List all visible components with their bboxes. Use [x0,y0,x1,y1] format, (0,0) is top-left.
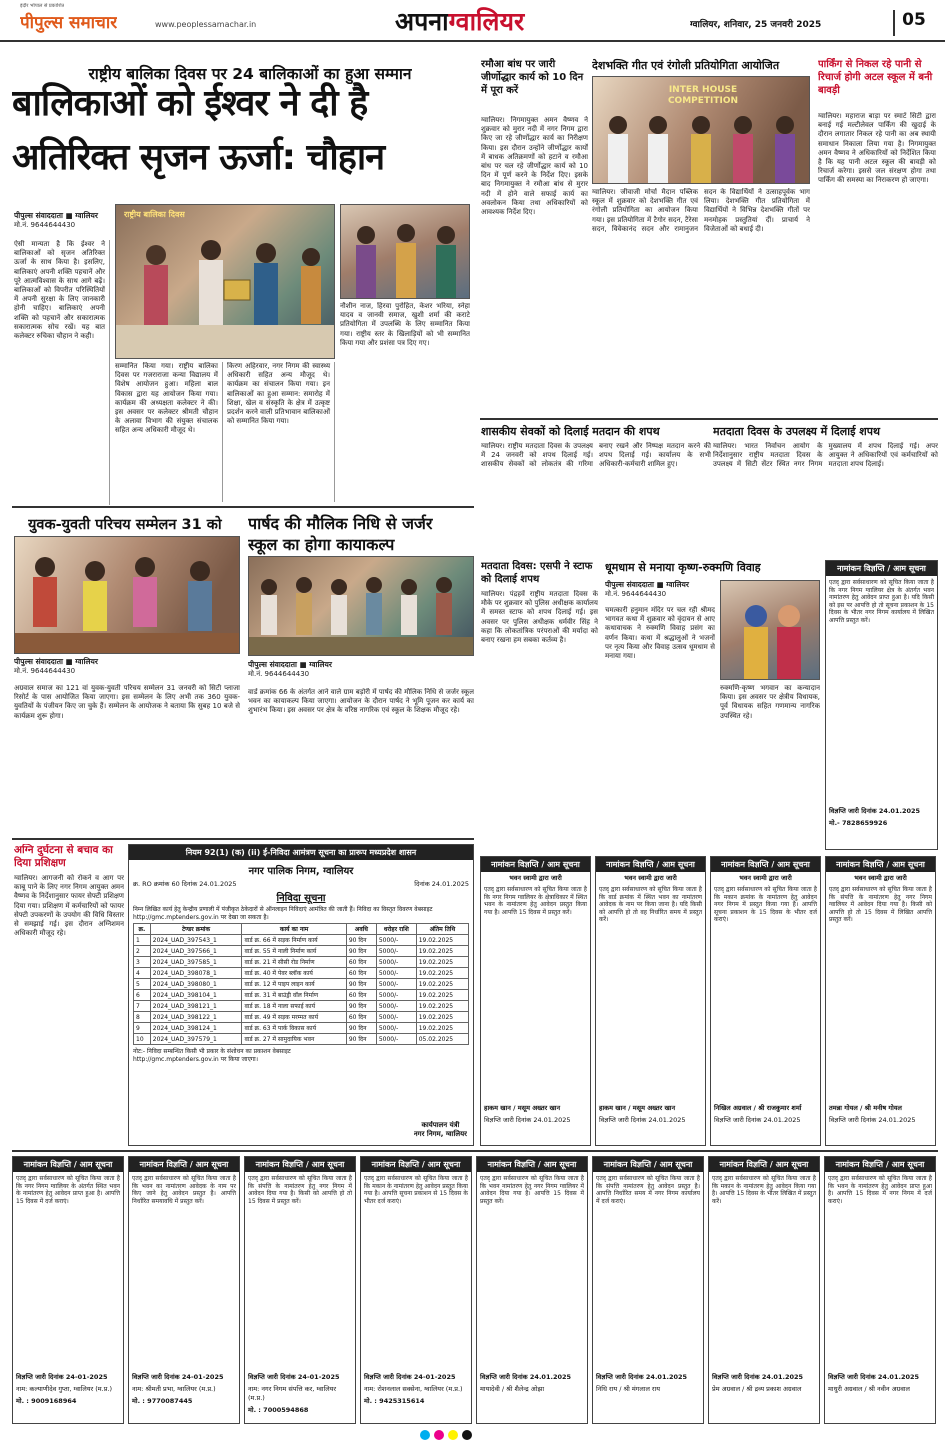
vigyapti-bottom-box [128,1156,240,1424]
tender-table-cell: 2024_UAD_398121_1 [150,1001,242,1012]
tender-ref-row [129,877,473,890]
vigyapti-body: एतद् द्वारा सर्वसाधारण को सूचित किया जाता है कि संपत्ति के नामांतरण हेतु नगर निगम में आवेदन दिया गया है। किसी को आपत्ति हो तो 15 दिवस में प्रस्तुत करें। [248,1175,352,1205]
tender-table-cell: 90 दिन [346,1023,376,1034]
tender-table-cell: 90 दिन [346,935,376,946]
byline-mobile: मो.नं. 9644644430 [14,221,76,229]
tender-title: निविदा सूचना [276,893,326,904]
wedding-photo [720,580,820,680]
tender-table-cell: 2024_UAD_397566_1 [150,946,242,957]
vigyapti-right-title: नामांकन विज्ञप्ति / आम सूचना [826,561,937,576]
award-ceremony-figure-icon [116,205,335,359]
school-byline-name: पीपुल्स संवाददाता [248,660,297,669]
lead-body-col-1: ऐसी मान्यता है कि ईश्वर ने बालिकाओं को सृजन अतिरिक्त ऊर्जा के साथ किया है। इसलिए, बालिकाएं अपनी शक्ति पहचानें और पूरे आत्मविश्वास के साथ आगे बढ़ें। बालिकाओं को विपरीत परिस्थितियों में अपनी सुरक्षा के लिए जानकारी होनी चाहिए। बालिकाएं अपनी शक्ति को पहचानें और सकारात्मक सकारात्मक सोच रखें। यह बात कलेक्टर रुचिका चौहान ने कही। [14,240,110,505]
ground-breaking-figure-icon [249,557,474,656]
byline-city: ग्वालियर [75,211,98,220]
vigyapti-right [825,560,938,850]
dam-body: ग्वालियर। निगमायुक्त अमन वैष्णव ने शुक्रवार को मुरार नदी में नगर निगम द्वारा किए जा रहे जीर्णोद्धार कार्य का निरीक्षण किया। इस दौरान उन्होंने जीर्णोद्धार कार्यों में बाधक अतिक्रमणों को हटाने व रमौआ बांध पर चल रहे जीर्णोद्धार कार्य को 10 दिन में पूर्ण करने के निर्देश दिए। इसके बाद निगमायुक्त ने रमौआ बांध से मुरार नदी में होने वाले सफाई कार्य का अवलोकन किया तथा अधिकारियों को आवश्यक निर्देश दिए। [481,116,588,217]
vigyapti-sign: नाम: श्रीमती प्रभा, ग्वालियर (म.प्र.) [132,1385,216,1393]
vigyapti-sub: भवन स्वामी द्वारा जारी [854,874,907,882]
section-prefix: अपना [395,7,449,36]
tender-col-header: कार्य का नाम [242,924,346,935]
vigyapti-bottom-box [360,1156,472,1424]
lead-headline-2: अतिरिक्त सृजन ऊर्जा: चौहान [12,137,385,178]
vigyapti-date: विज्ञप्ति जारी दिनांक 24-01-2025 [132,1373,224,1381]
wedding-body-1: चमत्कारी हनुमान मंदिर पर चल रही श्रीमद भागवत कथा में शुक्रवार को वृंदावन से आए कथावाचक ने रुक्मणि विवाह प्रसंग का वर्णन किया। कथा में श्रद्धालुओं ने भजनों पर नृत्य किया और विवाह उत्सव धूमधाम से मनाया गया। [605,606,715,661]
voter-day-headline: मतदाता दिवस के उपलक्ष्य में दिलाई शपथ [713,425,881,438]
tender-table-cell: 2024_UAD_398078_1 [150,968,242,979]
vigyapti-bottom-box [592,1156,704,1424]
tender-notice [128,844,474,1146]
vigyapti-mobile: मो. : 7000594868 [248,1406,309,1414]
tender-table-cell: 10 [134,1034,151,1045]
tender-table-row [134,1023,469,1034]
tender-rule: नियम 92(1) (क) (ii) ई-निविदा आमंत्रण सूचना का प्रारूप मध्यप्रदेश शासन [129,845,473,860]
vigyapti-sub: भवन स्वामी द्वारा जारी [739,874,792,882]
vigyapti-title: नामांकन विज्ञप्ति / आम सूचना [481,857,590,872]
tender-table-cell: 2024_UAD_397543_1 [150,935,242,946]
vigyapti-body: एतद् द्वारा सर्वसाधारण को सूचित किया जाता है कि संपत्ति नामांतरण हेतु आवेदन प्रस्तुत है। आपत्ति निर्धारित समय में नगर निगम कार्यालय में दर्ज कराएं। [596,1175,700,1205]
vigyapti-title: नामांकन विज्ञप्ति / आम सूचना [129,1157,239,1172]
vigyapti-date: विज्ञप्ति जारी दिनांक 24.01.2025 [828,1373,920,1381]
tender-signatory-block [414,1121,467,1139]
tender-table-cell: वार्ड क्र. 40 में पेवर ब्लॉक कार्य [242,968,346,979]
vigyapti-date: विज्ञप्ति जारी दिनांक 24.01.2025 [596,1373,688,1381]
vigyapti-mobile: मो. : 9009168964 [16,1397,77,1405]
tender-table-cell: 5000/- [376,1023,416,1034]
fire-body: ग्वालियर। आगजनी को रोकने व आग पर काबू पाने के लिए नगर निगम आयुक्त अमन वैष्णव के निर्देशानुसार फायर सेफ्टी प्रशिक्षण दिया गया। प्रशिक्षण में कर्मचारियों को फायर सेफ्टी उपकरणों के उपयोग की विधि विस्तार से समझाई गई। इस दौरान अग्निशमन अधिकारी मौजूद रहे। [14,874,124,938]
registration-magenta [434,1430,444,1440]
vigyapti-bottom-row [12,1156,938,1424]
youth-byline-name: पीपुल्स संवाददाता [14,657,63,666]
tender-table-cell: वार्ड क्र. 31 में बाउंड्री वॉल निर्माण [242,990,346,1001]
tender-table-cell: 19.02.2025 [416,990,468,1001]
patriotic-photo [592,76,810,184]
tender-table-cell: 19.02.2025 [416,1001,468,1012]
vigyapti-sign: मायादेवी / श्री शैलेन्द्र ओझा [480,1385,545,1393]
tender-table-cell: 19.02.2025 [416,946,468,957]
tender-table-row [134,957,469,968]
tender-table-cell: 19.02.2025 [416,1012,468,1023]
tender-table-cell: 19.02.2025 [416,1023,468,1034]
tender-table-cell: 8 [134,1012,151,1023]
tender-intro: निम्न लिखित कार्य हेतु केन्द्रीय प्रणाली में पंजीकृत ठेकेदारों से ऑनलाइन निविदाएं आमंत्रित की जाती हैं। निविदा का विस्तृत विवरण वेबसाइट http://gmc.mptenders.gov.in पर देखा जा सकता है। [133,906,433,921]
youth-byline-mobile: मो.नं. 9644644430 [14,667,76,675]
vigyapti-date: विज्ञप्ति जारी दिनांक 24.01.2025 [712,1373,804,1381]
tender-table-cell: 2024_UAD_397579_1 [150,1034,242,1045]
vigyapti-body: एतद् द्वारा सर्वसाधारण को सूचित किया जाता है कि वार्ड क्रमांक में स्थित भवन का नामांतरण आवेदक के नाम पर किया जाना है। यदि किसी को आपत्ति हो तो वह निर्धारित समय में प्रस्तुत करें। [599,886,702,924]
section-city: ग्वालियर [448,7,525,36]
tender-table-cell: 5000/- [376,968,416,979]
tender-table-cell: 5000/- [376,1012,416,1023]
tender-table-row [134,979,469,990]
tender-table-cell: वार्ड क्र. 63 में पार्क विकास कार्य [242,1023,346,1034]
stepwell-body: ग्वालियर। महाराज बाड़ा पर स्मार्ट सिटी द्वारा बनाई गई मल्टीलेवल पार्किंग की खुदाई के दौरान लगातार निकल रहे पानी का अब स्थायी समाधान निकाला लिया गया है। निगमायुक्त अमन वैष्णव ने अधिकारियों को निर्देशित किया है कि यह पानी अटल स्कूल की बावड़ी को रिचार्ज करेगा। इससे जल संरक्षण होगा तथा पार्किंग की समस्या का निराकरण हो जाएगा। [818,112,936,185]
tender-table [133,923,469,1045]
vigyapti-mobile [593,1396,703,1399]
vigyapti-title: नामांकन विज्ञप्ति / आम सूचना [13,1157,123,1172]
tender-table-cell: वार्ड क्र. 66 में सड़क निर्माण कार्य [242,935,346,946]
lead-byline: पीपुल्स संवाददाता ■ ग्वालियर मो.नं. 9644644430 [14,211,109,230]
vigyapti-date: विज्ञप्ति जारी दिनांक 24.01.2025 [599,1116,686,1124]
tender-table-cell: 6 [134,990,151,1001]
photo-caption-banner: INTER HOUSE COMPETITION [667,85,739,106]
divider [12,506,474,508]
tender-table-cell: 90 दिन [346,946,376,957]
school-headline-1: पार्षद की मौलिक निधि से जर्जर [248,514,433,533]
vigyapti-bottom-box [244,1156,356,1424]
school-body: वार्ड क्रमांक 66 के अंतर्गत आने वाले ग्राम बड़ोरी में पार्षद की मौलिक निधि से जर्जर स्कूल भवन का कायाकल्प किया जाएगा। आयोजन के दौरान पार्षद ने भूमि पूजन कर कार्य का शुभारंभ किया। इस अवसर पर क्षेत्र के वरिष्ठ नागरिक एवं स्कूल के शिक्षक मौजूद रहे। [248,688,474,715]
vigyapti-body: एतद् द्वारा सर्वसाधारण को सूचित किया जाता है कि भवन के नामांतरण हेतु आवेदन प्राप्त हुआ है। आपत्ति 15 दिवस में नगर निगम में दर्ज कराएं। [828,1175,932,1205]
gathering-figure-icon [15,537,240,654]
student-group-figure-icon [341,205,470,299]
vigyapti-sub: भवन स्वामी द्वारा जारी [509,874,562,882]
tender-col-header: टेण्डर क्रमांक [150,924,242,935]
tender-table-row [134,968,469,979]
vigyapti-mid-box [710,856,821,1146]
vigyapti-body: एतद् द्वारा सर्वसाधारण को सूचित किया जाता है कि मकान क्रमांक के नामांतरण हेतु आवेदन नगर निगम में प्रस्तुत किया गया है। आपत्ति सूचना प्रकाशन के 15 दिवस के भीतर दर्ज कराएं। [714,886,817,924]
tender-table-cell: 5000/- [376,935,416,946]
tender-table-cell: 9 [134,1023,151,1034]
wedding-byline-city: ग्वालियर [666,580,689,589]
tender-table-cell: 2024_UAD_397585_1 [150,957,242,968]
wedding-body-2: रुक्मणि-कृष्ण भगवान का कन्यादान किया। इस अवसर पर क्षेत्रीय विधायक, पूर्व विधायक सहित गणमान्य नागरिक उपस्थित रहे। [720,684,820,720]
tender-table-cell: 5000/- [376,979,416,990]
tender-table-row [134,1012,469,1023]
website[interactable]: www.peoplessamachar.in [155,20,257,29]
vigyapti-date: विज्ञप्ति जारी दिनांक 24-01-2025 [16,1373,108,1381]
vigyapti-bottom-box [12,1156,124,1424]
vigyapti-body: एतद् द्वारा सर्वसाधारण को सूचित किया जाता है कि नगर निगम ग्वालियर के अंतर्गत स्थित भवन के नामांतरण हेतु आवेदन प्राप्त हुआ है। आपत्ति 15 दिवस में दर्ज कराएं। [16,1175,120,1205]
tender-table-cell: 60 दिन [346,1012,376,1023]
section-title [395,4,585,38]
vigyapti-mid-row [480,856,938,1146]
lead-kicker: राष्ट्रीय बालिका दिवस पर 24 बालिकाओं का हुआ सम्मान [88,65,412,83]
tender-signatory-org: नगर निगम, ग्वालियर [413,1130,467,1138]
tender-table-row [134,946,469,957]
photo-banner-text: राष्ट्रीय बालिका दिवस [124,210,185,219]
vigyapti-body: एतद् द्वारा सर्वसाधारण को सूचित किया जाता है कि भवन का नामांतरण आवेदक के नाम पर किए जाने हेतु आवेदन प्रस्तुत है। आपत्ति निर्धारित समयावधि में प्रस्तुत करें। [132,1175,236,1205]
vigyapti-date: विज्ञप्ति जारी दिनांक 24.01.2025 [714,1116,801,1124]
registration-yellow [448,1430,458,1440]
tender-table-cell: 2024_UAD_398122_1 [150,1012,242,1023]
vigyapti-sign: निधि राय / श्री मंगलाल राय [596,1385,661,1393]
tender-signatory: कार्यपालन यंत्री [421,1121,460,1129]
tender-note: नोट:- निविदा सम्बन्धित किसी भी प्रकार के संशोधन का प्रकाशन वेबसाइट http://gmc.mptenders.gov.in पर किया जाएगा। [133,1048,291,1063]
wedding-byline-name: पीपुल्स संवाददाता [605,580,654,589]
youth-byline: पीपुल्स संवाददाता ■ ग्वालियर मो.नं. 9644644430 [14,657,240,676]
tender-table-cell: 60 दिन [346,990,376,1001]
vigyapti-mid-box [825,856,936,1146]
tender-table-row [134,935,469,946]
youth-headline: युवक-युवती परिचय सम्मेलन 31 को [28,517,222,533]
oath-body: ग्वालियर। राष्ट्रीय मतदाता दिवस के उपलक्ष्य में 24 जनवरी को शपथ दिलाई गई। शासकीय सेवकों को लोकतंत्र की गरिमा बनाए रखने और निष्पक्ष मतदान करने की शपथ दिलाई गई। कार्यालय के सभी अधिकारी-कर्मचारी शामिल हुए। [481,442,711,469]
tender-table-cell: 3 [134,957,151,968]
vigyapti-mobile: मो. : 9770087445 [132,1397,193,1405]
vigyapti-sign: नाम: नगर निगम संपत्ति कर, ग्वालियर (म.प्र.) [248,1385,337,1402]
vigyapti-mid-box [480,856,591,1146]
paper-tag: इंदौर भोपाल से प्रकाशित [20,3,65,9]
tender-table-cell: 05.02.2025 [416,1034,468,1045]
vigyapti-body: एतद् द्वारा सर्वसाधारण को सूचित किया जाता है कि भवन नामांतरण हेतु नगर निगम ग्वालियर में आवेदन दिया गया है। आपत्ति 15 दिवस में प्रस्तुत करें। [480,1175,584,1205]
vigyapti-mobile [709,1396,819,1399]
lead-photo [115,204,335,359]
patriotic-headline: देशभक्ति गीत एवं रंगोली प्रतियोगिता आयोजित [592,59,780,72]
youth-byline-city: ग्वालियर [75,657,98,666]
vigyapti-title: नामांकन विज्ञप्ति / आम सूचना [825,1157,935,1172]
divider [12,838,474,840]
youth-photo [14,536,240,654]
tender-table-cell: वार्ड क्र. 18 में नाला सफाई कार्य [242,1001,346,1012]
tender-table-cell: 90 दिन [346,1001,376,1012]
wedding-headline: धूमधाम से मनाया कृष्ण-रुक्मणि विवाह [605,561,761,574]
vigyapti-body: एतद् द्वारा सर्वसाधारण को सूचित किया जाता है कि नगर निगम ग्वालियर के क्षेत्राधिकार में स्थित भवन के नामांतरण हेतु आवेदन प्रस्तुत किया गया है। आपत्ति 15 दिवस में प्रस्तुत करें। [484,886,587,916]
vigyapti-date: विज्ञप्ति जारी दिनांक 24-01-2025 [248,1373,340,1381]
sp-body: ग्वालियर। पंद्रहवें राष्ट्रीय मतदाता दिवस के मौके पर शुक्रवार को पुलिस अधीक्षक कार्यालय में समस्त स्टाफ को शपथ दिलाई गई। इस अवसर पर पुलिस अधीक्षक धर्मवीर सिंह ने कहा कि लोकतांत्रिक परंपराओं की मर्यादा को बनाए रखना हम सबका कर्तव्य है। [481,590,598,645]
tender-table-cell: वार्ड क्र. 55 में नाली निर्माण कार्य [242,946,346,957]
vigyapti-date: विज्ञप्ति जारी दिनांक 24.01.2025 [829,1116,916,1124]
registration-cyan [420,1430,430,1440]
divider [480,418,938,420]
stepwell-headline: पार्किंग से निकल रहे पानी से रिचार्ज होगी अटल स्कूल में बनी बावड़ी [818,59,933,96]
tender-table-cell: 2 [134,946,151,957]
vigyapti-title: नामांकन विज्ञप्ति / आम सूचना [245,1157,355,1172]
dateline: ग्वालियर, शनिवार, 25 जनवरी 2025 [690,20,822,30]
tender-table-cell: 5000/- [376,957,416,968]
tender-table-cell: 19.02.2025 [416,935,468,946]
vigyapti-bottom-box [824,1156,936,1424]
vigyapti-mobile: मो. : 9425315614 [364,1397,425,1405]
lead-body-col-2: सम्मानित किया गया। राष्ट्रीय बालिका दिवस पर गजराराजा कन्या विद्यालय में विशेष आयोजन हुआ। महिला बाल विकास द्वारा यह आयोजन किया गया। कार्यक्रम की अध्यक्षता कलेक्टर ने की। इस अवसर पर कलेक्टर श्रीमती चौहान के अलावा विभाग की संयुक्त संचालक सहित अन्य अधिकारी मौजूद थे। [115,362,223,502]
paper-name: पीपुल्स समाचार [20,13,118,33]
youth-body: अग्रवाल समाज का 121 वां युवक-युवती परिचय सम्मेलन 31 जनवरी को सिटी प्लाजा रिसोर्ट के पास आयोजित किया जाएगा। इस सम्मेलन के लिए अभी तक 360 युवक-युवतियों के पंजीयन किए जा चुके हैं। सम्मेलन के आयोजक ने बताया कि सुबह 10 बजे से कार्यक्रम शुरू होगा। [14,684,240,720]
school-headline-2: स्कूल का होगा कायाकल्प [248,535,395,554]
tender-table-cell: वार्ड क्र. 27 में सामुदायिक भवन [242,1034,346,1045]
vigyapti-body: एतद् द्वारा सर्वसाधारण को सूचित किया जाता है कि मकान के नामांतरण हेतु आवेदन किया गया है। आपत्ति 15 दिवस के भीतर लिखित में प्रस्तुत करें। [712,1175,816,1205]
tender-table-cell: 7 [134,1001,151,1012]
page-number: 05 [893,10,933,36]
tender-table-cell: 5 [134,979,151,990]
voter-day-body: ग्वालियर। भारत निर्वाचन आयोग के निर्देशानुसार राष्ट्रीय मतदाता दिवस के उपलक्ष्य में सिटी सेंटर स्थित नगर निगम मुख्यालय में शपथ दिलाई गई। अपर आयुक्त ने अधिकारियों एवं कर्मचारियों को मतदाता शपथ दिलाई। [713,442,938,469]
vigyapti-title: नामांकन विज्ञप्ति / आम सूचना [711,857,820,872]
tender-table-cell: 5000/- [376,1001,416,1012]
vigyapti-bottom-box [708,1156,820,1424]
vigyapti-title: नामांकन विज्ञप्ति / आम सूचना [593,1157,703,1172]
tender-table-body [134,935,469,1045]
tender-table-cell: 2024_UAD_398104_1 [150,990,242,1001]
vigyapti-date: विज्ञप्ति जारी दिनांक 24-01-2025 [364,1373,456,1381]
vigyapti-bottom-box [476,1156,588,1424]
vigyapti-sign: निखिल अग्रवाल / श्री राजकुमार शर्मा [714,1104,802,1112]
tender-table-cell: 90 दिन [346,1034,376,1045]
tender-table-row [134,1001,469,1012]
tender-table-cell: 2024_UAD_398080_1 [150,979,242,990]
vigyapti-sign: तमन्ना गोयल / श्री मनीष गोयल [829,1104,902,1112]
vigyapti-title: नामांकन विज्ञप्ति / आम सूचना [826,857,935,872]
tender-table-cell: 90 दिन [346,979,376,990]
students-figure-icon [593,77,810,184]
school-byline-mobile: मो.नं. 9644644430 [248,670,310,678]
divider [12,1150,938,1152]
lead-headline-1: बालिकाओं को ईश्वर ने दी है [12,83,368,124]
vigyapti-sign: नाम: रोशनलाल सक्सेना, ग्वालियर (म.प्र.) [364,1385,463,1393]
dam-headline: रमौआ बांध पर जारी जीर्णोद्धार कार्य को 10 दिन में पूरा करें [481,59,584,96]
lead-body-col-3: किरण अहिरवार, नगर निगम की स्वास्थ्य अधिकारी सहित अन्य मौजूद थे। कार्यक्रम का संचालन किया गया। इन बालिकाओं का हुआ सम्मान: समारोह में शिक्षा, खेल व संस्कृति के क्षेत्र में उत्कृष्ट प्रदर्शन करने वाली प्रतिभावान बालिकाओं को सम्मानित किया गया। [227,362,335,502]
school-photo [248,556,474,656]
registration-black [462,1430,472,1440]
tender-table-cell: 60 दिन [346,968,376,979]
vigyapti-sign: प्रेम अग्रवाल / श्री द्रव्य प्रकाश अग्रवाल [712,1385,802,1393]
tender-org: नगर पालिक निगम, ग्वालियर [248,866,354,877]
tender-table-cell: वार्ड क्र. 12 में पाइप लाइन कार्य [242,979,346,990]
tender-ref: क्र. RO क्रमांक 60 दिनांक 24.01.2025 [133,880,237,888]
tender-table-row [134,1034,469,1045]
school-byline: पीपुल्स संवाददाता ■ ग्वालियर मो.नं. 9644644430 [248,660,474,679]
tender-table-cell: 2024_UAD_398124_1 [150,1023,242,1034]
vigyapti-right-contact: मो.- 7828659926 [829,819,888,827]
tender-table-cell: 5000/- [376,946,416,957]
tender-col-header: अंतिम तिथि [416,924,468,935]
vigyapti-date: विज्ञप्ति जारी दिनांक 24.01.2025 [480,1373,572,1381]
tender-table-cell: 1 [134,935,151,946]
fire-headline: अग्नि दुर्घटना से बचाव का दिया प्रशिक्षण [14,844,113,869]
tender-table-wrap [129,923,473,1045]
tender-table-header [134,924,469,935]
tender-table-cell: 19.02.2025 [416,968,468,979]
vigyapti-sign: माधुरी अग्रवाल / श्री नवीन अग्रवाल [828,1385,910,1393]
tender-col-header: धरोहर राशि [376,924,416,935]
oath-headline: शासकीय सेवकों को दिलाई मतदान की शपथ [481,425,660,438]
school-byline-city: ग्वालियर [309,660,332,669]
sp-headline: मतदाता दिवस: एसपी ने स्टाफ को दिलाई शपथ [481,561,593,585]
tender-table-cell: वार्ड क्र. 21 में सीसी रोड निर्माण [242,957,346,968]
vigyapti-title: नामांकन विज्ञप्ति / आम सूचना [709,1157,819,1172]
lead-body-col-4: नौशीन नाज, हिरवा पुरोहित, केशर भरिया, स्नेहा यादव व जानवी समाज, खुशी शर्मा की कराटे प्रतियोगिता में उपलब्धि के लिए सम्मानित किया गया। राष्ट्रीय स्तर के खिलाड़ियों को भी सम्मानित किया गया और प्रशंसा पत्र दिए गए। [340,302,470,347]
wedding-byline: पीपुल्स संवाददाता ■ ग्वालियर मो.नं. 9644644430 [605,580,820,599]
byline-name: पीपुल्स संवाददाता [14,211,63,220]
masthead [0,0,945,42]
vigyapti-sub: भवन स्वामी द्वारा जारी [624,874,677,882]
tender-table-cell: 4 [134,968,151,979]
vigyapti-body: एतद् द्वारा सर्वसाधारण को सूचित किया जाता है कि मकान के नामांतरण हेतु आवेदन प्रस्तुत किया गया है। आपत्ति सूचना प्रकाशन से 15 दिवस के भीतर दर्ज कराएं। [364,1175,468,1205]
tender-date: दिनांक 24.01.2025 [414,880,469,888]
tender-col-header: अवधि [346,924,376,935]
vigyapti-body: एतद् द्वारा सर्वसाधारण को सूचित किया जाता है कि संपत्ति के नामांतरण हेतु नगर निगम ग्वालियर में आवेदन दिया गया है। किसी को आपत्ति हो तो 15 दिवस में लिखित आपत्ति प्रस्तुत करें। [829,886,932,924]
vigyapti-mobile [825,1396,935,1399]
vigyapti-date: विज्ञप्ति जारी दिनांक 24.01.2025 [484,1116,571,1124]
vigyapti-sign: नाम: कल्याणीदेव गुप्ता, ग्वालियर (म.प्र.) [16,1385,113,1393]
vigyapti-title: नामांकन विज्ञप्ति / आम सूचना [596,857,705,872]
vigyapti-mid-box [595,856,706,1146]
vigyapti-mobile [477,1396,587,1399]
vigyapti-title: नामांकन विज्ञप्ति / आम सूचना [477,1157,587,1172]
tender-table-cell: वार्ड क्र. 49 में सड़क मरम्मत कार्य [242,1012,346,1023]
student-portrait-photo [340,204,470,299]
wedding-byline-mobile: मो.नं. 9644644430 [605,590,667,598]
tender-table-cell: 60 दिन [346,957,376,968]
vigyapti-sign: हाकम खान / मसूम अख्तर खान [599,1104,676,1112]
vigyapti-title: नामांकन विज्ञप्ति / आम सूचना [361,1157,471,1172]
vigyapti-right-footer: विज्ञप्ति जारी दिनांक 24.01.2025 [829,807,921,815]
vigyapti-sign: हाकम खान / मसूम अख्तर खान [484,1104,561,1112]
tender-table-cell: 5000/- [376,990,416,1001]
tender-col-header: क्र. [134,924,151,935]
tender-table-cell: 5000/- [376,1034,416,1045]
tender-table-row [134,990,469,1001]
patriotic-body: ग्वालियर। जीवाजी मोर्चा मैदान पब्लिक स्कूल में शुक्रवार को देशभक्ति गीत एवं रंगोली प्रतियोगिता का आयोजन किया गया। इस प्रतियोगिता में टैगोर सदन, टैरेसा सदन, विवेकानंद सदन और रामानुजन सदन के विद्यार्थियों ने उत्साहपूर्वक भाग लिया। देशभक्ति गीत प्रतियोगिता में विद्यार्थियों ने विभिन्न देशभक्ति गीतों पर मनमोहक प्रस्तुतियां दीं। प्राचार्य ने विजेताओं को बधाई दी। [592,188,810,233]
tender-table-cell: 19.02.2025 [416,957,468,968]
deity-figure-icon [721,581,820,680]
tender-table-cell: 19.02.2025 [416,979,468,990]
vigyapti-right-body: एतद् द्वारा सर्वसाधारण को सूचित किया जाता है कि नगर निगम ग्वालियर क्षेत्र के अंतर्गत भवन नामांतरण हेतु आवेदन प्राप्त हुआ है। यदि किसी को इस पर आपत्ति हो तो सूचना प्रकाशन के 15 दिवस के भीतर नगर निगम कार्यालय में लिखित आपत्ति प्रस्तुत करें। [829,579,934,624]
